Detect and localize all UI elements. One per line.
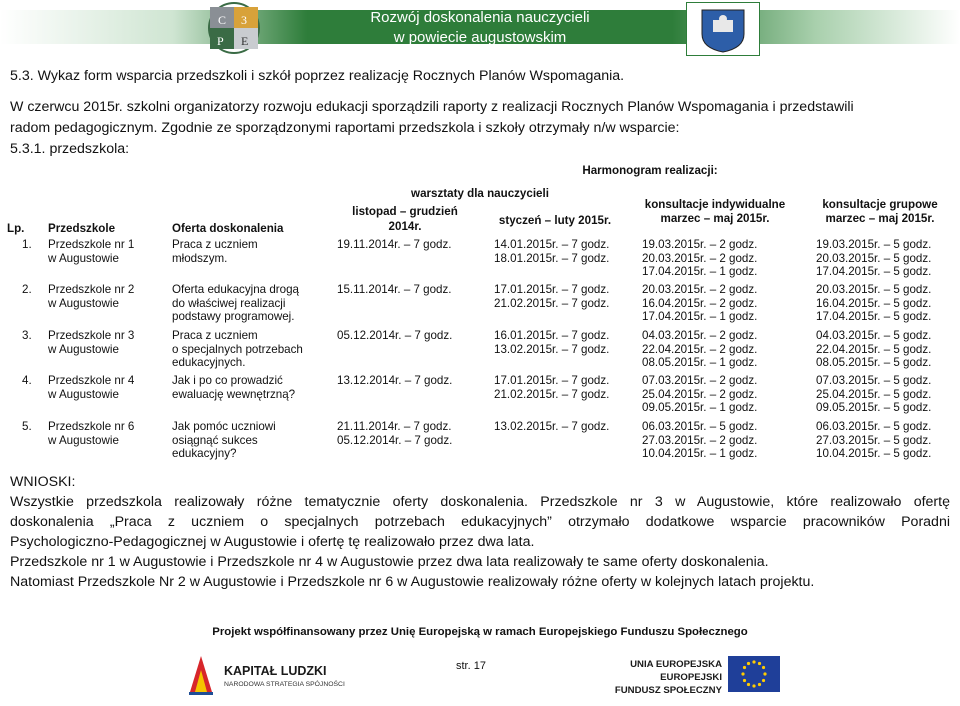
grupowe-heading-line-2: marzec – maj 2015r.: [825, 212, 935, 225]
svg-text:C: C: [218, 13, 227, 27]
table-row-4-grupowe: 07.03.2015r. – 5 godz. 25.04.2015r. – 5 godz. 09.05.2015r. – 5 godz.: [816, 374, 932, 414]
col-przedszkole-heading: Przedszkole: [48, 222, 116, 235]
table-row-3-indywidualne: 04.03.2015r. – 2 godz. 22.04.2015r. – 2 godz. 08.05.2015r. – 1 godz.: [642, 329, 758, 369]
table-row-2-lp: 2.: [22, 283, 32, 296]
project-logo-icon: [196, 2, 272, 54]
table-row-4-listopad: 13.12.2014r. – 7 godz.: [337, 374, 453, 387]
section-heading: 5.3. Wykaz form wsparcia przedszkoli i szkół poprzez realizację Rocznych Planów Wspomagania.: [10, 68, 625, 84]
table-row-3-listopad: 05.12.2014r. – 7 godz.: [337, 329, 453, 342]
table-row-4-lp: 4.: [22, 374, 32, 387]
table-row-5-lp: 5.: [22, 420, 32, 433]
subsection-heading: 5.3.1. przedszkola:: [10, 141, 130, 157]
table-row-4-indywidualne: 07.03.2015r. – 2 godz. 25.04.2015r. – 2 godz. 09.05.2015r. – 1 godz.: [642, 374, 758, 414]
table-row-2-indywidualne: 20.03.2015r. – 2 godz. 16.04.2015r. – 2 godz. 17.04.2015r. – 1 godz.: [642, 283, 758, 323]
indywidualne-heading-line-2: marzec – maj 2015r.: [660, 212, 770, 225]
page-number: str. 17: [456, 660, 486, 672]
conclusions-p1-line-1: Wszystkie przedszkola realizowały różne tematycznie oferty doskonalenia. Przedszkole nr 3 w Augustowie, które realizowało ofertę: [10, 494, 950, 510]
listopad-heading-line-1: listopad – grudzień: [352, 205, 458, 218]
kapital-ludzki-logo: [186, 652, 346, 700]
intro-line-2: radom pedagogicznym. Zgodnie ze sporządzonymi raportami przedszkola i szkoły otrzymały n/w wsparcie:: [10, 120, 680, 136]
table-row-2-listopad: 15.11.2014r. – 7 godz.: [337, 283, 452, 296]
table-row-1-indywidualne: 19.03.2015r. – 2 godz. 20.03.2015r. – 2 godz. 17.04.2015r. – 1 godz.: [642, 238, 758, 278]
intro-line-1: W czerwcu 2015r. szkolni organizatorzy rozwoju edukacji sporządzili raporty z realizacji Rocznych Planów Wspomagania i przedstawili: [10, 99, 854, 115]
conclusions-p1-line-2: doskonalenia „Praca z uczniem o specjalnych potrzebach edukacyjnych” otrzymało dodatkowe wsparcie pracowników Poradni: [10, 514, 950, 530]
table-row-3-styczen: 16.01.2015r. – 7 godz. 13.02.2015r. – 7 godz.: [494, 329, 610, 356]
table-row-1-name: Przedszkole nr 1 w Augustowie: [48, 238, 135, 265]
table-row-5-styczen: 13.02.2015r. – 7 godz.: [494, 420, 610, 433]
table-row-5-name: Przedszkole nr 6 w Augustowie: [48, 420, 135, 447]
svg-text:3: 3: [241, 13, 247, 27]
eu-logo: [612, 650, 782, 702]
conclusions-p3: Natomiast Przedszkole Nr 2 w Augustowie i Przedszkole nr 6 w Augustowie realizowały różne oferty w kolejnych latach projektu.: [10, 574, 815, 590]
footer-project-note: Projekt współfinansowany przez Unię Europejską w ramach Europejskiego Funduszu Społecznego: [212, 626, 748, 638]
table-row-4-oferta: Jak i po co prowadzić ewaluację wewnętrzną?: [172, 374, 296, 401]
grupowe-heading-line-1: konsultacje grupowe: [822, 198, 938, 211]
powiat-coat-of-arms-icon: [686, 2, 760, 56]
kapital-ludzki-subtitle: NARODOWA STRATEGIA SPÓJNOŚCI: [224, 681, 345, 688]
table-row-5-oferta: Jak pomóc uczniowi osiągnąć sukces edukacyjny?: [172, 420, 276, 460]
table-row-2-grupowe: 20.03.2015r. – 5 godz. 16.04.2015r. – 5 godz. 17.04.2015r. – 5 godz.: [816, 283, 932, 323]
col-lp-heading: Lp.: [7, 222, 25, 235]
table-row-2-styczen: 17.01.2015r. – 7 godz. 21.02.2015r. – 7 godz.: [494, 283, 610, 310]
table-row-3-name: Przedszkole nr 3 w Augustowie: [48, 329, 135, 356]
table-row-3-grupowe: 04.03.2015r. – 5 godz. 22.04.2015r. – 5 godz. 08.05.2015r. – 5 godz.: [816, 329, 932, 369]
table-row-5-listopad: 21.11.2014r. – 7 godz. 05.12.2014r. – 7 godz.: [337, 420, 453, 447]
table-row-1-lp: 1.: [22, 238, 32, 251]
kapital-ludzki-emblem-icon: [186, 652, 216, 696]
kapital-ludzki-title: KAPITAŁ LUDZKI: [224, 664, 327, 678]
table-row-4-name: Przedszkole nr 4 w Augustowie: [48, 374, 135, 401]
styczen-heading: styczeń – luty 2015r.: [498, 214, 612, 227]
svg-text:E: E: [241, 34, 249, 48]
eu-flag-icon: [728, 656, 780, 692]
page-header: [0, 0, 960, 60]
svg-text:P: P: [217, 34, 224, 48]
indywidualne-heading-line-1: konsultacje indywidualne: [644, 198, 786, 211]
table-row-1-oferta: Praca z uczniem młodszym.: [172, 238, 258, 265]
table-row-1-grupowe: 19.03.2015r. – 5 godz. 20.03.2015r. – 5 godz. 17.04.2015r. – 5 godz.: [816, 238, 932, 278]
eu-text: UNIA EUROPEJSKA EUROPEJSKI FUNDUSZ SPOŁECZNY: [614, 659, 722, 696]
conclusions-p2: Przedszkole nr 1 w Augustowie i Przedszkole nr 4 w Augustowie przez dwa lata realizowały te same oferty doskonalenia.: [10, 554, 769, 570]
conclusions-p1-line-3: Psychologiczno-Pedagogicznej w Augustowie i ofertę tę realizowało przez dwa lata.: [10, 534, 535, 550]
table-row-3-oferta: Praca z uczniem o specjalnych potrzebach edukacyjnych.: [172, 329, 303, 369]
table-row-4-styczen: 17.01.2015r. – 7 godz. 21.02.2015r. – 7 godz.: [494, 374, 610, 401]
table-row-1-styczen: 14.01.2015r. – 7 godz. 18.01.2015r. – 7 godz.: [494, 238, 610, 265]
warsztaty-heading: warsztaty dla nauczycieli: [411, 187, 549, 200]
table-row-5-indywidualne: 06.03.2015r. – 5 godz. 27.03.2015r. – 2 godz. 10.04.2015r. – 1 godz.: [642, 420, 758, 460]
table-row-2-oferta: Oferta edukacyjna drogą do właściwej realizacji podstawy programowej.: [172, 283, 299, 323]
table-row-5-grupowe: 06.03.2015r. – 5 godz. 27.03.2015r. – 5 godz. 10.04.2015r. – 5 godz.: [816, 420, 932, 460]
conclusions-heading: WNIOSKI:: [10, 474, 76, 490]
col-oferta-heading: Oferta doskonalenia: [172, 222, 284, 235]
header-title-line-2: w powiecie augustowskim: [393, 29, 567, 46]
table-row-2-name: Przedszkole nr 2 w Augustowie: [48, 283, 135, 310]
header-title-line-1: Rozwój doskonalenia nauczycieli: [370, 9, 590, 26]
header-title: [300, 8, 660, 48]
listopad-heading-line-2: 2014r.: [388, 220, 422, 233]
table-row-1-listopad: 19.11.2014r. – 7 godz.: [337, 238, 452, 251]
harmonogram-heading: Harmonogram realizacji:: [582, 164, 718, 177]
table-row-3-lp: 3.: [22, 329, 32, 342]
